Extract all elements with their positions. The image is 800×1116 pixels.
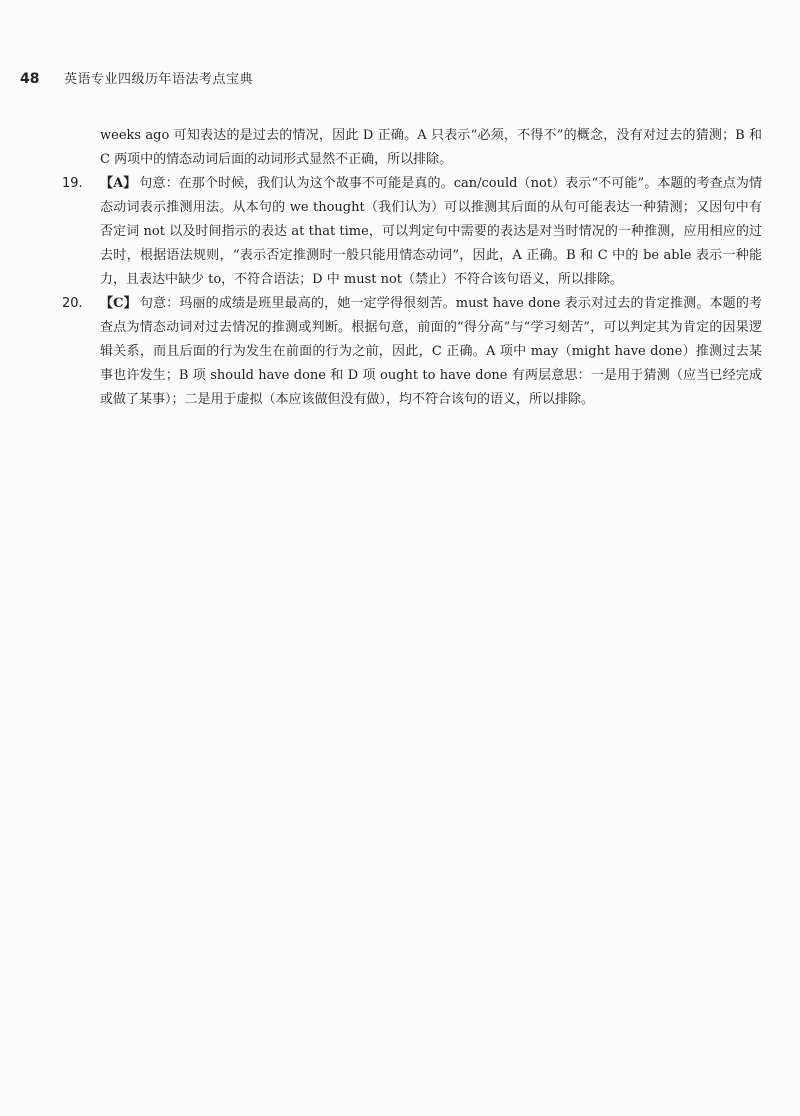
continuation-paragraph: weeks ago 可知表达的是过去的情况，因此 D 正确。A 只表示“必须，不得不”的概念，没有对过去的猜测；B 和 C 两项中的情态动词后面的动词形式显然不正确，所以排除。: [100, 128, 762, 167]
explanation-text: 句意：在那个时候，我们认为这个故事不可能是真的。can/could（not）表示“不可能”。本题的考查点为情态动词表示推测用法。从本句的 we thought（我们认为）可以推测其后面的从句可能表达一种猜测；又因句中有否定词 not 以及时间指示的表达 at that time，可以判定句中需要的表达是对当时情况的一种推测，应用相应的过去时，根据语法规则，“表示否定推测时一般只能用情态动词”，因此，A 正确。B 和 C 中的 be able 表示一种能力，且表达中缺少 to，不符合语法；D 中 must not（禁止）不符合该句语义，所以排除。: [100, 176, 762, 287]
page-number: 48: [20, 71, 40, 87]
explanation-text: 句意：玛丽的成绩是班里最高的，她一定学得很刻苦。must have done 表示对过去的肯定推测。本题的考查点为情态动词对过去情况的推测或判断。根据句意，前面的“得分高”与“学习刻苦”，可以判定其为肯定的因果逻辑关系，而且后面的行为发生在前面的行为之前，因此，C 正确。A 项中 may（might have done）推测过去某事也许发生；B 项 should have done 和 D 项 ought to have done 有两层意思：一是用于猜测（应当已经完成或做了某事）；二是用于虚拟（本应该做但没有做），均不符合该句的语义，所以排除。: [100, 296, 762, 407]
answer-explanations: [62, 124, 762, 412]
answer-key: 【C】: [100, 296, 137, 311]
running-header: [20, 68, 253, 87]
book-title: 英语专业四级历年语法考点宝典: [64, 72, 254, 87]
item-number: 20.: [62, 296, 83, 311]
answer-key: 【A】: [100, 176, 137, 191]
item-number: 19.: [62, 176, 83, 191]
explanation-item-20: [62, 292, 762, 412]
explanation-item-19: [62, 172, 762, 292]
